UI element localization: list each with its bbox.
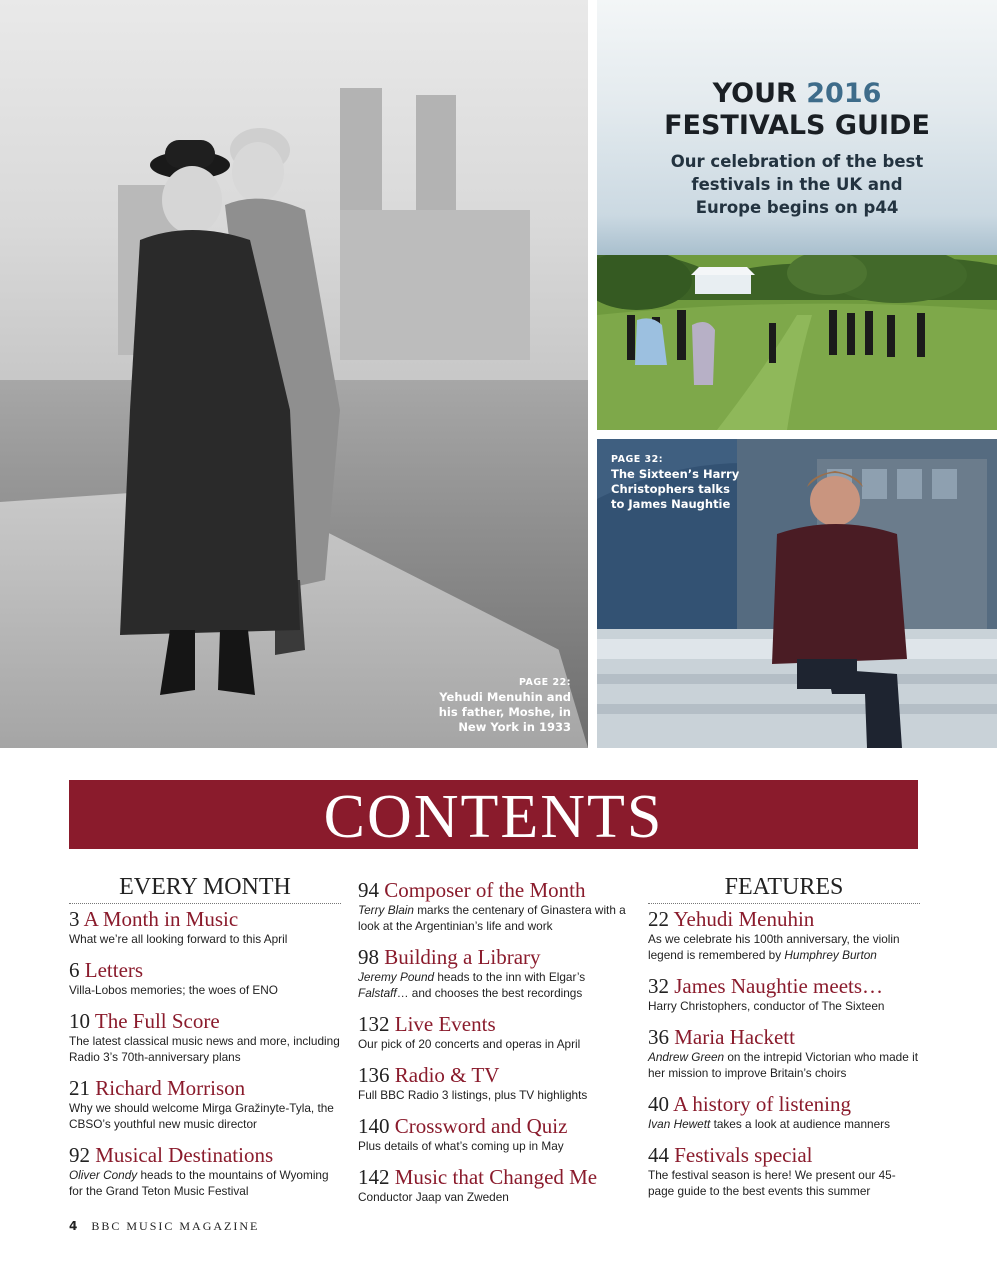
menuhin-figures xyxy=(100,110,360,710)
menuhin-photo xyxy=(0,0,588,748)
contents-item-page: 40 xyxy=(648,1092,669,1116)
magazine-name: BBC MUSIC MAGAZINE xyxy=(91,1219,260,1233)
contents-item-description: What we’re all looking forward to this April xyxy=(69,932,288,946)
contents-item-description: The latest classical music news and more, including Radio 3’s 70th-anniversary plans xyxy=(69,1034,340,1064)
contents-item-name: The Full Score xyxy=(94,1009,220,1033)
contents-item[interactable] xyxy=(358,878,638,934)
contents-item-name: A Month in Music xyxy=(83,907,239,931)
contents-item[interactable] xyxy=(358,1114,638,1154)
caption-line: Yehudi Menuhin and xyxy=(439,690,571,704)
contents-item-description: Harry Christophers, conductor of The Sixteen xyxy=(648,999,885,1013)
contents-item[interactable] xyxy=(69,907,341,947)
contents-item-page: 22 xyxy=(648,907,669,931)
contents-item-title xyxy=(358,1114,638,1138)
caption-line: his father, Moshe, in xyxy=(438,705,571,719)
every-month-heading: EVERY MONTH xyxy=(69,872,341,904)
contents-item[interactable] xyxy=(648,1143,920,1199)
contents-item-page: 10 xyxy=(69,1009,90,1033)
caption-line: New York in 1933 xyxy=(458,720,571,734)
contents-item-description: Jeremy Pound heads to the inn with Elgar’s Falstaff… and chooses the best recordings xyxy=(358,970,586,1000)
festival-lawn-photo xyxy=(597,255,997,430)
contents-item-title xyxy=(69,1009,341,1033)
every-month-column xyxy=(69,872,341,1199)
contents-item-title xyxy=(358,878,638,902)
contents-item[interactable] xyxy=(69,1076,341,1132)
contents-item-page: 142 xyxy=(358,1165,390,1189)
contents-item-description: Terry Blain marks the centenary of Ginastera with a look at the Argentinian’s life and work xyxy=(358,903,626,933)
contents-item[interactable] xyxy=(358,1063,638,1103)
contents-item-page: 94 xyxy=(358,878,379,902)
contents-item-description: Conductor Jaap van Zweden xyxy=(358,1190,509,1204)
contents-item-page: 6 xyxy=(69,958,80,982)
contents-item-title xyxy=(648,907,920,931)
contents-item-page: 132 xyxy=(358,1012,390,1036)
contents-item-title xyxy=(648,974,920,998)
page-footer xyxy=(69,1219,259,1234)
contents-item-name: James Naughtie meets… xyxy=(674,974,884,998)
contents-item[interactable] xyxy=(69,1009,341,1065)
festivals-guide-title xyxy=(597,78,997,142)
subtitle-line: Our celebration of the best xyxy=(670,152,924,171)
contents-item[interactable] xyxy=(648,974,920,1014)
contents-item-description: Plus details of what’s coming up in May xyxy=(358,1139,564,1153)
festivals-guide-panel xyxy=(597,0,997,430)
menuhin-caption xyxy=(439,675,571,735)
contents-item[interactable] xyxy=(358,1012,638,1052)
caption-page: PAGE 22: xyxy=(518,677,571,688)
contents-item[interactable] xyxy=(69,958,341,998)
contents-item[interactable] xyxy=(648,1092,920,1132)
contents-item-description: The festival season is here! We present our 45-page guide to the best events this summer xyxy=(648,1168,896,1198)
subtitle-line: Europe begins on p44 xyxy=(695,198,899,217)
caption-page: PAGE 32: xyxy=(611,454,664,465)
contents-item-title xyxy=(69,958,341,982)
contents-item-page: 136 xyxy=(358,1063,390,1087)
page-number: 4 xyxy=(69,1219,78,1233)
contents-item-description: Oliver Condy heads to the mountains of Wyoming for the Grand Teton Music Festival xyxy=(69,1168,329,1198)
contents-item[interactable] xyxy=(69,1143,341,1199)
contents-item-name: Music that Changed Me xyxy=(394,1165,598,1189)
contents-item-name: Yehudi Menuhin xyxy=(673,907,815,931)
contents-banner xyxy=(69,780,918,849)
contents-item-title xyxy=(69,1076,341,1100)
title-prefix: YOUR xyxy=(712,78,807,109)
contents-title: CONTENTS xyxy=(323,782,664,851)
every-month-list xyxy=(69,907,341,1199)
contents-item-name: Crossword and Quiz xyxy=(394,1114,568,1138)
caption-line: Christophers talks xyxy=(611,482,730,496)
contents-item-name: Composer of the Month xyxy=(384,878,586,902)
contents-item-title xyxy=(358,1063,638,1087)
contents-item-page: 3 xyxy=(69,907,80,931)
middle-column xyxy=(358,878,638,1205)
contents-item-description: As we celebrate his 100th anniversary, the violin legend is remembered by Humphrey Burton xyxy=(648,932,900,962)
contents-item[interactable] xyxy=(358,1165,638,1205)
middle-list xyxy=(358,878,638,1205)
caption-line: The Sixteen’s Harry xyxy=(611,467,740,481)
subtitle-line: festivals in the UK and xyxy=(691,175,903,194)
contents-item-description: Full BBC Radio 3 listings, plus TV highlights xyxy=(358,1088,588,1102)
contents-item-name: Richard Morrison xyxy=(95,1076,246,1100)
title-year: 2016 xyxy=(806,78,882,109)
festivals-guide-subtitle xyxy=(597,150,997,219)
contents-item-name: Maria Hackett xyxy=(674,1025,795,1049)
contents-item-description: Andrew Green on the intrepid Victorian who made it her mission to improve Britain’s choirs xyxy=(648,1050,918,1080)
contents-item-title xyxy=(358,945,638,969)
contents-item-name: Musical Destinations xyxy=(95,1143,274,1167)
contents-item-name: Live Events xyxy=(394,1012,496,1036)
contents-item[interactable] xyxy=(358,945,638,1001)
contents-item-page: 36 xyxy=(648,1025,669,1049)
contents-item-description: Our pick of 20 concerts and operas in April xyxy=(358,1037,581,1051)
contents-item-title xyxy=(358,1012,638,1036)
features-column xyxy=(648,872,920,1199)
contents-item-page: 98 xyxy=(358,945,379,969)
contents-item-page: 21 xyxy=(69,1076,90,1100)
contents-item-title xyxy=(648,1025,920,1049)
contents-item-name: Letters xyxy=(84,958,144,982)
contents-item-page: 44 xyxy=(648,1143,669,1167)
building-mid xyxy=(340,210,530,360)
contents-item-page: 140 xyxy=(358,1114,390,1138)
title-line2: FESTIVALS GUIDE xyxy=(664,110,930,141)
contents-item-name: Building a Library xyxy=(384,945,541,969)
contents-item-name: A history of listening xyxy=(673,1092,852,1116)
caption-line: to James Naughtie xyxy=(611,497,731,511)
harry-caption xyxy=(611,452,739,512)
harry-christophers-photo xyxy=(597,439,997,748)
contents-item-page: 92 xyxy=(69,1143,90,1167)
contents-item[interactable] xyxy=(648,1025,920,1081)
features-list xyxy=(648,907,920,1199)
contents-item-title xyxy=(358,1165,638,1189)
contents-item-title xyxy=(648,1092,920,1116)
contents-item[interactable] xyxy=(648,907,920,963)
contents-item-name: Radio & TV xyxy=(394,1063,500,1087)
features-heading: FEATURES xyxy=(648,872,920,904)
contents-item-page: 32 xyxy=(648,974,669,998)
contents-item-title xyxy=(648,1143,920,1167)
contents-item-name: Festivals special xyxy=(674,1143,813,1167)
contents-item-title xyxy=(69,1143,341,1167)
contents-item-description: Villa-Lobos memories; the woes of ENO xyxy=(69,983,278,997)
contents-item-description: Why we should welcome Mirga Gražinyte-Tyla, the CBSO’s youthful new music director xyxy=(69,1101,334,1131)
contents-item-description: Ivan Hewett takes a look at audience manners xyxy=(648,1117,890,1131)
contents-item-title xyxy=(69,907,341,931)
